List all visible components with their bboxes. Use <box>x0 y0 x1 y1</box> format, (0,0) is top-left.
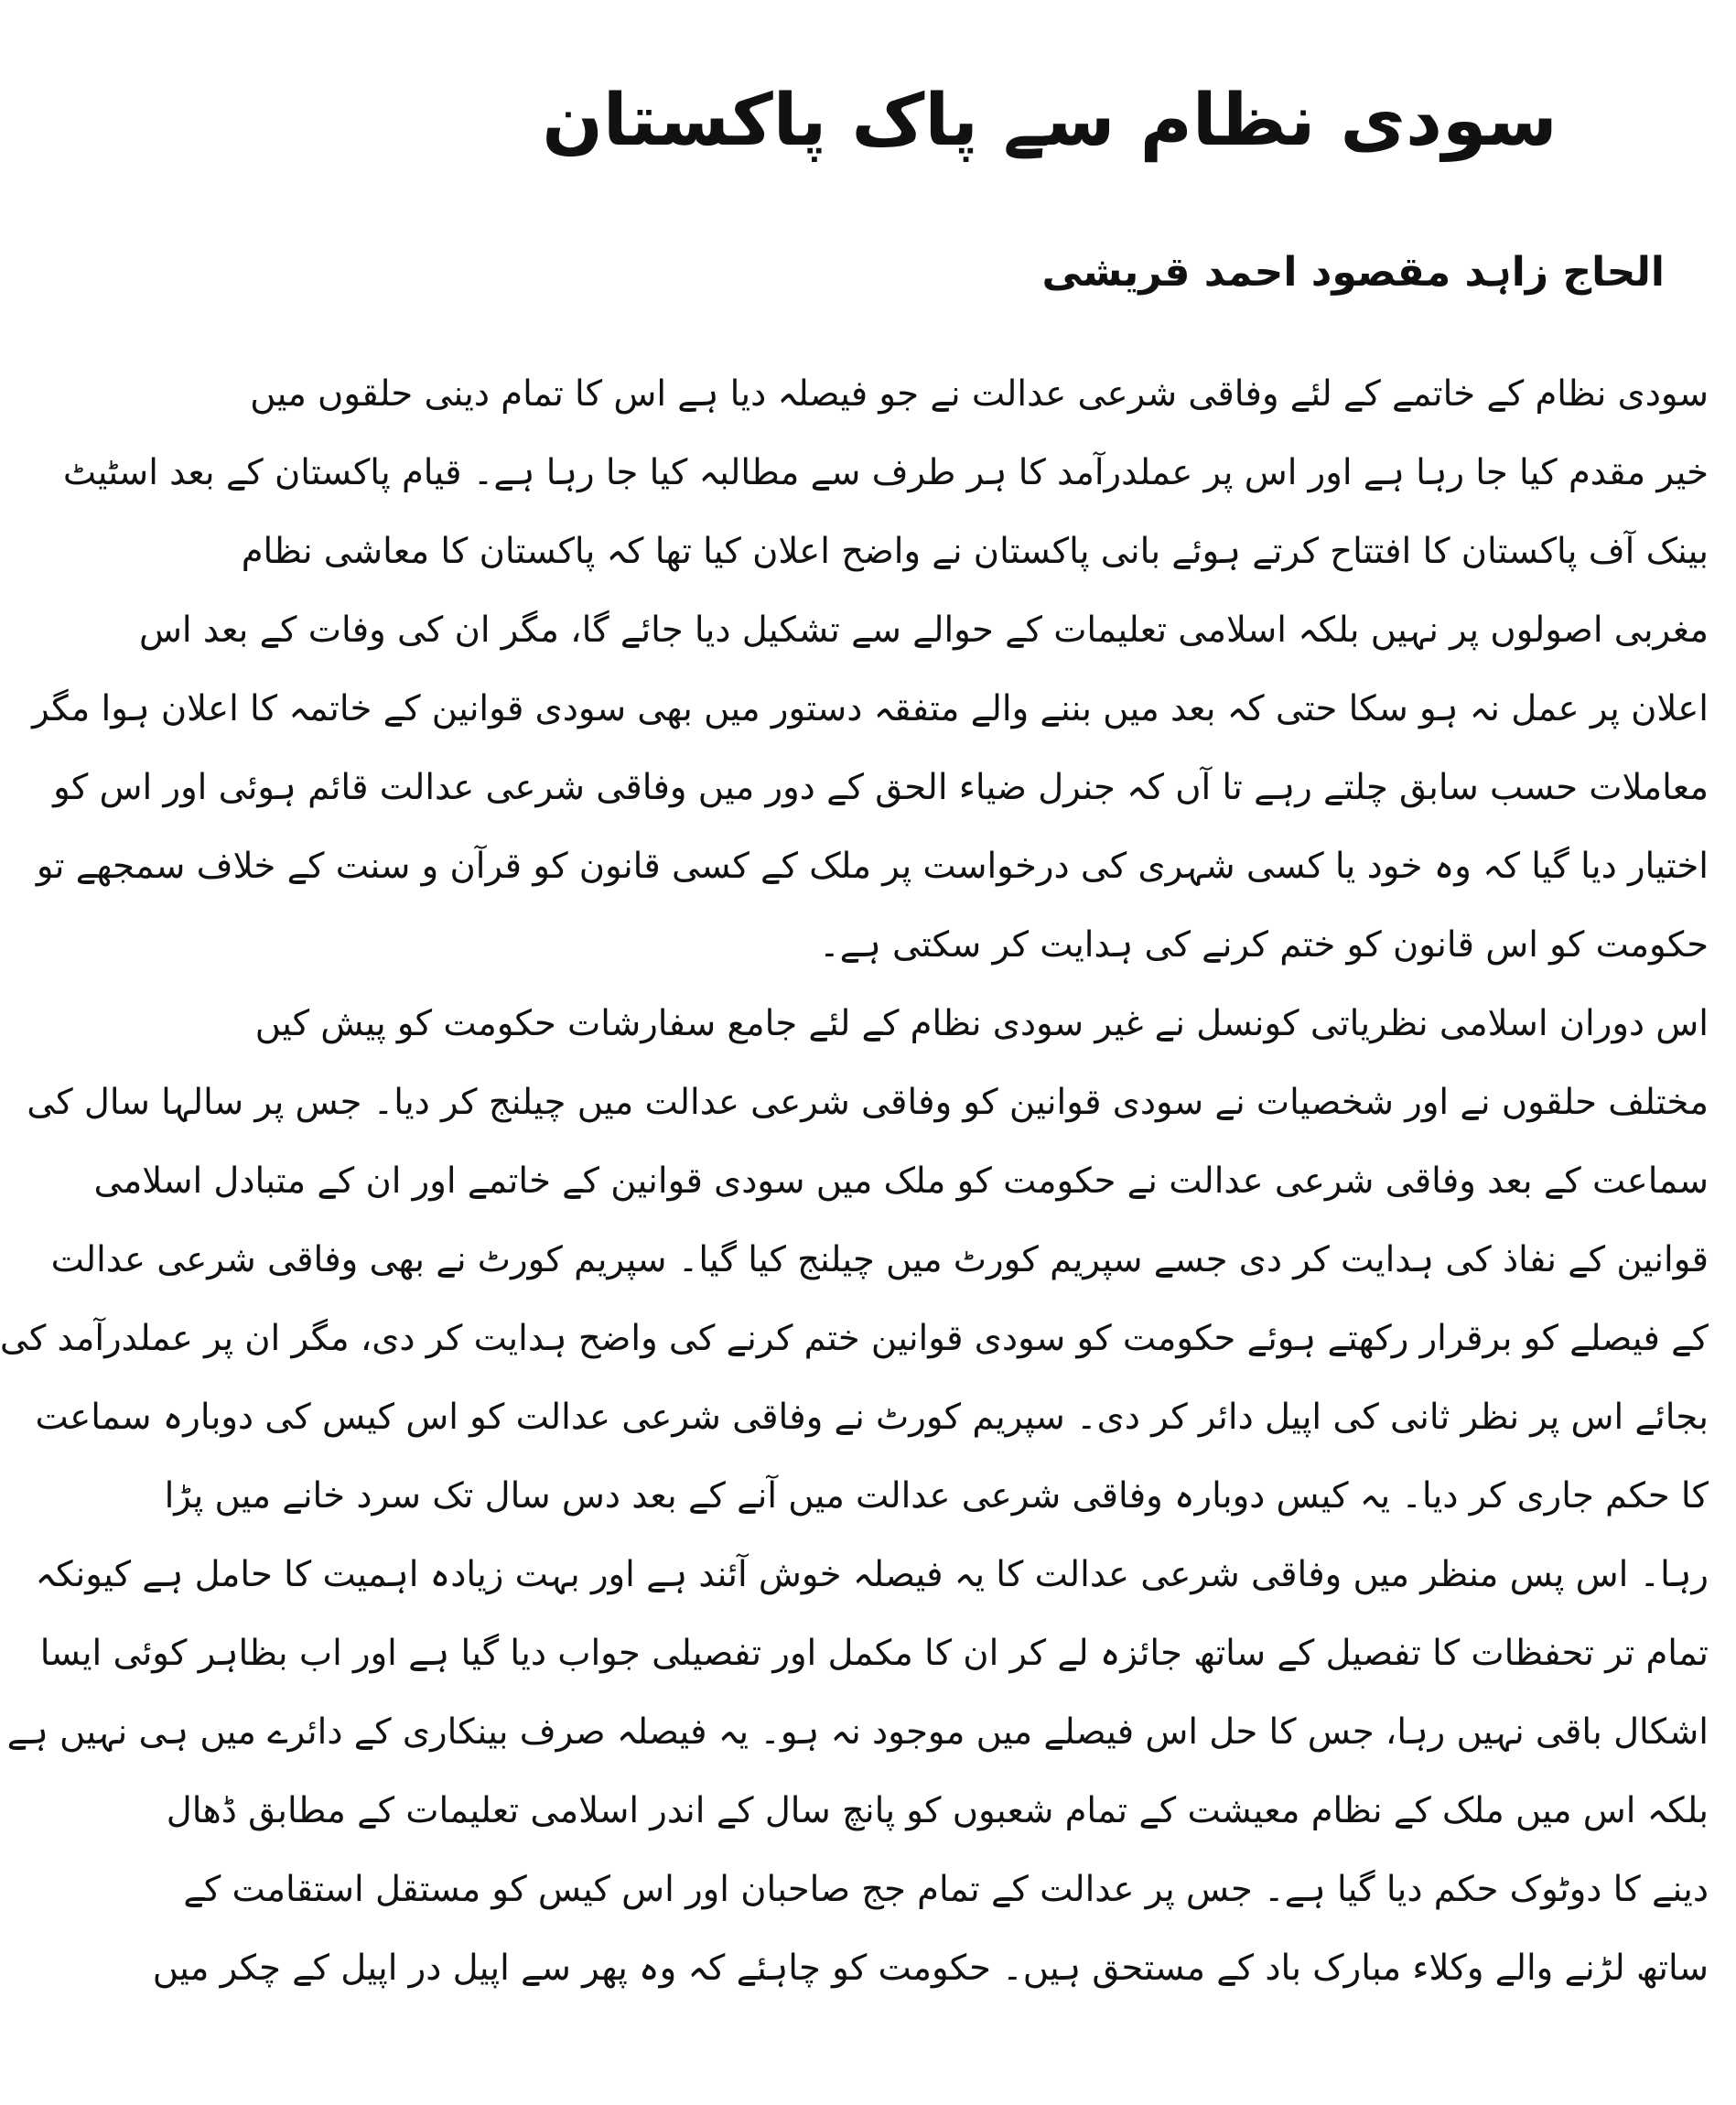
paragraph-2-line: ساتھ لڑنے والے وکلاء مبارک باد کے مستحق ہیں۔ حکومت کو چاہئے کہ وہ پھر سے اپیل در اپیل کے چکر میں <box>152 1948 1709 1989</box>
paragraph-2-line: اشکال باقی نہیں رہا، جس کا حل اس فیصلے میں موجود نہ ہو۔ یہ فیصلہ صرف بینکاری کے دائرے میں ہی نہیں ہے <box>6 1711 1709 1753</box>
paragraph-2-line: کا حکم جاری کر دیا۔ یہ کیس دوبارہ وفاقی شرعی عدالت میں آنے کے بعد دس سال تک سرد خانے میں پڑا <box>164 1475 1709 1517</box>
author-byline: الحاج زاہد مقصود احمد قریشی <box>1041 249 1665 296</box>
paragraph-2-line: بلکہ اس میں ملک کے نظام معیشت کے تمام شعبوں کو پانچ سال کے اندر اسلامی تعلیمات کے مطابق ڈھال <box>166 1790 1709 1831</box>
article-body <box>0 355 1709 2008</box>
paragraph-1-line: اختیار دیا گیا کہ وہ خود یا کسی شہری کی درخواست پر ملک کے کسی قانون کو قرآن و سنت کے خلاف سمجھے تو <box>36 846 1709 887</box>
paragraph-1-line: خیر مقدم کیا جا رہا ہے اور اس پر عملدرآمد کا ہر طرف سے مطالبہ کیا جا رہا ہے۔ قیام پاکستان کے بعد اسٹیٹ <box>62 452 1709 493</box>
paragraph-2-line: مختلف حلقوں نے اور شخصیات نے سودی قوانین کو وفاقی شرعی عدالت میں چیلنج کر دیا۔ جس پر سالہا سال کی <box>27 1082 1709 1123</box>
paragraph-2 <box>0 985 1709 2008</box>
paragraph-2-line: اس دوران اسلامی نظریاتی کونسل نے غیر سودی نظام کے لئے جامع سفارشات حکومت کو پیش کیں <box>254 1003 1709 1044</box>
paragraph-1-line: مغربی اصولوں پر نہیں بلکہ اسلامی تعلیمات کے حوالے سے تشکیل دیا جائے گا، مگر ان کی وفات کے بعد اس <box>138 610 1709 651</box>
paragraph-2-line: قوانین کے نفاذ کی ہدایت کر دی جسے سپریم کورٹ میں چیلنج کیا گیا۔ سپریم کورٹ نے بھی وفاقی شرعی عدالت <box>50 1239 1709 1280</box>
paragraph-2-line: دینے کا دوٹوک حکم دیا گیا ہے۔ جس پر عدالت کے تمام جج صاحبان اور اس کیس کو مستقل استقامت کے <box>183 1869 1709 1910</box>
paragraph-1-line: حکومت کو اس قانون کو ختم کرنے کی ہدایت کر سکتی ہے۔ <box>819 924 1709 966</box>
article-title: سودی نظام سے پاک پاکستان <box>542 80 1558 162</box>
paragraph-1-line: اعلان پر عمل نہ ہو سکا حتی کہ بعد میں بننے والے متفقہ دستور میں بھی سودی قوانین کے خاتمہ کا اعلان ہوا مگر <box>32 688 1709 729</box>
paragraph-1-line: بینک آف پاکستان کا افتتاح کرتے ہوئے بانی پاکستان نے واضح اعلان کیا تھا کہ پاکستان کا معاشی نظام <box>241 531 1709 572</box>
paragraph-1 <box>32 355 1709 985</box>
paragraph-2-line: تمام تر تحفظات کا تفصیل کے ساتھ جائزہ لے کر ان کا مکمل اور تفصیلی جواب دیا گیا ہے اور اب بظاہر کوئی ایسا <box>39 1633 1709 1674</box>
paragraph-2-line: رہا۔ اس پس منظر میں وفاقی شرعی عدالت کا یہ فیصلہ خوش آئند ہے اور بہت زیادہ اہمیت کا حامل ہے کیونکہ <box>35 1554 1709 1595</box>
paragraph-1-line: سودی نظام کے خاتمے کے لئے وفاقی شرعی عدالت نے جو فیصلہ دیا ہے اس کا تمام دینی حلقوں میں <box>250 373 1709 415</box>
paragraph-2-line: بجائے اس پر نظر ثانی کی اپیل دائر کر دی۔ سپریم کورٹ نے وفاقی شرعی عدالت کو اس کیس کی دوبارہ سماعت <box>35 1397 1709 1438</box>
paragraph-2-line: سماعت کے بعد وفاقی شرعی عدالت نے حکومت کو ملک میں سودی قوانین کے خاتمے اور ان کے متبادل اسلامی <box>93 1160 1709 1202</box>
paragraph-2-line: کے فیصلے کو برقرار رکھتے ہوئے حکومت کو سودی قوانین ختم کرنے کی واضح ہدایت کر دی، مگر ان پر عملدرآمد کی <box>0 1318 1709 1359</box>
paragraph-1-line: معاملات حسب سابق چلتے رہے تا آں کہ جنرل ضیاء الحق کے دور میں وفاقی شرعی عدالت قائم ہوئی اور اس کو <box>53 767 1709 808</box>
